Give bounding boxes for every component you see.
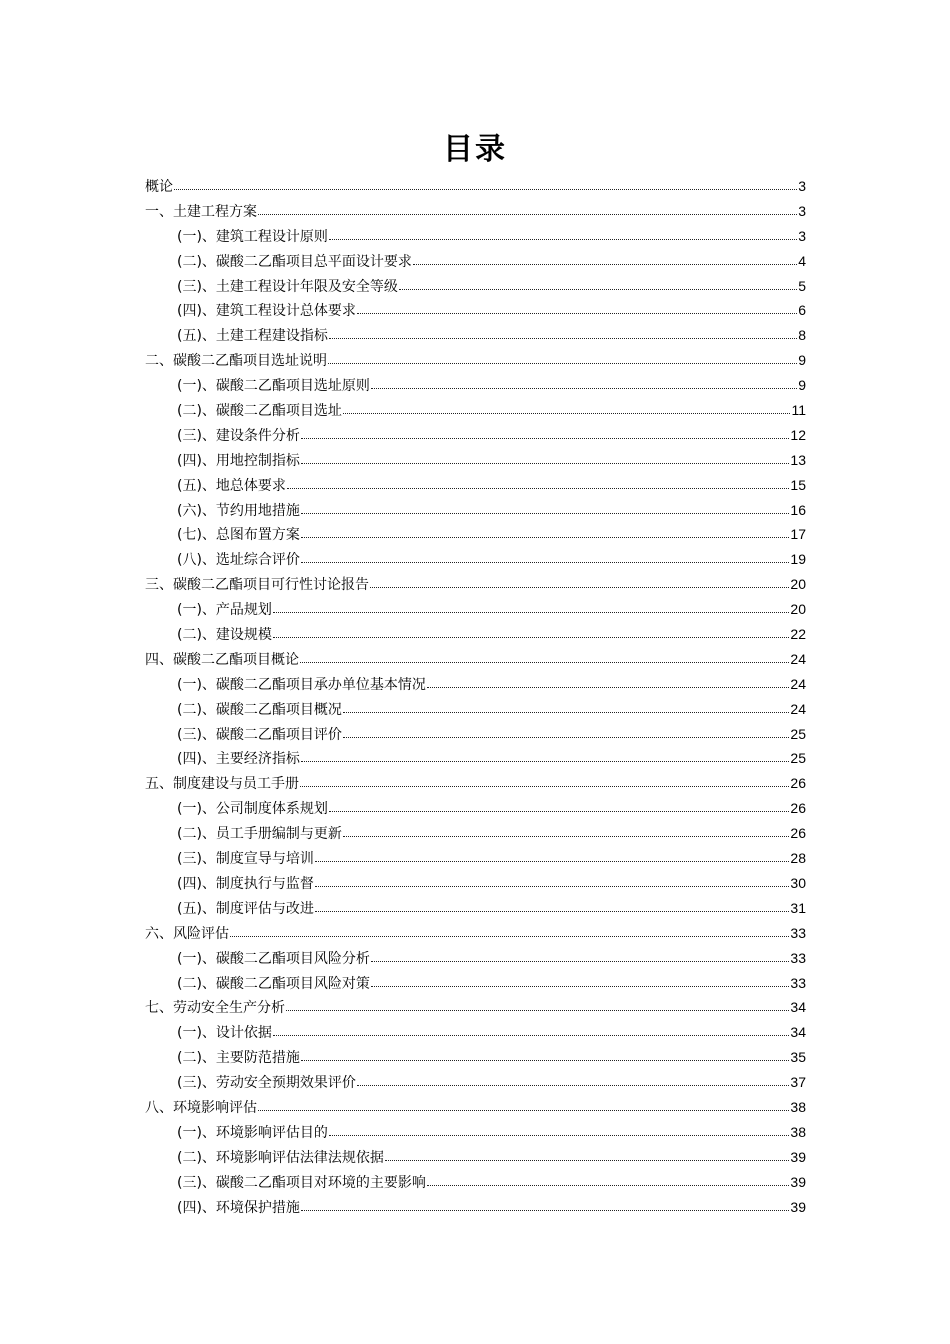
dot-leader <box>258 202 797 216</box>
dot-leader <box>329 326 797 340</box>
toc-page-number: 9 <box>798 352 806 369</box>
dot-leader <box>357 1073 789 1087</box>
toc-page-number: 39 <box>790 1148 806 1165</box>
toc-page-number: 31 <box>790 899 806 916</box>
toc-entry-label: (一)、公司制度体系规划 <box>177 801 328 818</box>
toc-section-entry[interactable] <box>145 448 806 473</box>
toc-page-number: 5 <box>798 277 806 294</box>
toc-section-entry[interactable] <box>145 821 806 846</box>
toc-entry-label: (一)、碳酸二乙酯项目承办单位基本情况 <box>177 676 426 693</box>
toc-section-entry[interactable] <box>145 249 806 274</box>
toc-section-entry[interactable] <box>145 373 806 398</box>
toc-section-entry[interactable] <box>145 946 806 971</box>
toc-section-entry[interactable] <box>145 473 806 498</box>
toc-page-number: 35 <box>790 1049 806 1066</box>
toc-chapter-entry[interactable] <box>145 1095 806 1120</box>
dot-leader <box>329 799 789 813</box>
toc-title: 目录 <box>443 132 507 167</box>
dot-leader <box>287 476 789 490</box>
toc-entry-label: (四)、环境保护措施 <box>177 1199 300 1216</box>
toc-chapter-entry[interactable] <box>145 921 806 946</box>
dot-leader <box>301 1198 789 1212</box>
toc-section-entry[interactable] <box>145 398 806 423</box>
toc-section-entry[interactable] <box>145 498 806 523</box>
toc-entry-label: (二)、建设规模 <box>177 627 272 644</box>
toc-entry-label: (三)、碳酸二乙酯项目评价 <box>177 726 342 743</box>
dot-leader <box>300 650 789 664</box>
toc-entry-label: (三)、建设条件分析 <box>177 427 300 444</box>
toc-section-entry[interactable] <box>145 697 806 722</box>
toc-entry-label: 三、碳酸二乙酯项目可行性讨论报告 <box>145 577 369 594</box>
dot-leader <box>371 376 797 390</box>
toc-entry-label: (一)、建筑工程设计原则 <box>177 228 328 245</box>
dot-leader <box>371 949 789 963</box>
toc-page-number: 17 <box>790 526 806 543</box>
toc-entry-label: 五、制度建设与员工手册 <box>145 776 299 793</box>
dot-leader <box>301 501 789 515</box>
toc-page-number: 37 <box>790 1074 806 1091</box>
toc-entry-label: (四)、建筑工程设计总体要求 <box>177 303 356 320</box>
toc-entry-label: (四)、用地控制指标 <box>177 452 300 469</box>
dot-leader <box>301 525 789 539</box>
dot-leader <box>427 675 789 689</box>
toc-entry-label: (二)、碳酸二乙酯项目风险对策 <box>177 975 370 992</box>
dot-leader <box>343 824 789 838</box>
toc-section-entry[interactable] <box>145 1170 806 1195</box>
dot-leader <box>301 1048 789 1062</box>
dot-leader <box>371 974 789 988</box>
toc-page-number: 15 <box>790 476 806 493</box>
toc-page-number: 24 <box>790 650 806 667</box>
toc-entry-label: (三)、碳酸二乙酯项目对环境的主要影响 <box>177 1174 426 1191</box>
toc-entry-label: (一)、产品规划 <box>177 602 272 619</box>
toc-page-number: 25 <box>790 750 806 767</box>
toc-page-number: 20 <box>790 576 806 593</box>
dot-leader <box>315 849 789 863</box>
toc-entry-label: (二)、环境影响评估法律法规依据 <box>177 1149 384 1166</box>
dot-leader <box>300 774 789 788</box>
toc-section-entry[interactable] <box>145 1120 806 1145</box>
dot-leader <box>258 1098 789 1112</box>
toc-page-number: 25 <box>790 725 806 742</box>
toc-section-entry[interactable] <box>145 1045 806 1070</box>
toc-chapter-entry[interactable] <box>145 572 806 597</box>
toc-page-number: 34 <box>790 1024 806 1041</box>
toc-chapter-entry[interactable] <box>145 995 806 1020</box>
toc-entry-label: (五)、土建工程建设指标 <box>177 328 328 345</box>
toc-chapter-entry[interactable] <box>145 174 806 199</box>
toc-page-number: 4 <box>798 252 806 269</box>
toc-page-number: 38 <box>790 1123 806 1140</box>
toc-section-entry[interactable] <box>145 1145 806 1170</box>
toc-page-number: 24 <box>790 700 806 717</box>
dot-leader <box>273 1023 789 1037</box>
dot-leader <box>230 924 789 938</box>
dot-leader <box>273 600 789 614</box>
toc-page-number: 3 <box>798 227 806 244</box>
toc-page-number: 39 <box>790 1173 806 1190</box>
toc-chapter-entry[interactable] <box>145 348 806 373</box>
dot-leader <box>315 874 789 888</box>
toc-entry-label: (五)、制度评估与改进 <box>177 900 314 917</box>
dot-leader <box>315 899 789 913</box>
toc-entry-label: (四)、主要经济指标 <box>177 751 300 768</box>
toc-page-number: 6 <box>798 302 806 319</box>
toc-entry-label: 二、碳酸二乙酯项目选址说明 <box>145 353 327 370</box>
toc-page-number: 34 <box>790 999 806 1016</box>
toc-entry-label: (一)、环境影响评估目的 <box>177 1124 328 1141</box>
toc-section-entry[interactable] <box>145 746 806 771</box>
toc-entry-label: (二)、碳酸二乙酯项目选址 <box>177 403 342 420</box>
toc-page-number: 26 <box>790 775 806 792</box>
dot-leader <box>343 700 789 714</box>
toc-section-entry[interactable] <box>145 896 806 921</box>
toc-entry-label: 概论 <box>145 179 173 195</box>
dot-leader <box>329 227 797 241</box>
toc-page-number: 19 <box>790 551 806 568</box>
toc-section-entry[interactable] <box>145 423 806 448</box>
toc-page-number: 24 <box>790 675 806 692</box>
toc-entry-label: (二)、主要防范措施 <box>177 1050 300 1067</box>
toc-page-number: 33 <box>790 974 806 991</box>
toc-entry-label: 八、环境影响评估 <box>145 1099 257 1116</box>
toc-entry-label: (二)、碳酸二乙酯项目总平面设计要求 <box>177 253 412 270</box>
toc-entry-label: (七)、总图布置方案 <box>177 527 300 544</box>
toc-entry-label: 一、土建工程方案 <box>145 203 257 220</box>
dot-leader <box>329 1123 789 1137</box>
toc-page-number: 26 <box>790 800 806 817</box>
toc-chapter-entry[interactable] <box>145 647 806 672</box>
toc-section-entry[interactable] <box>145 597 806 622</box>
toc-section-entry[interactable] <box>145 1070 806 1095</box>
toc-page-number: 33 <box>790 949 806 966</box>
toc-section-entry[interactable] <box>145 323 806 348</box>
toc-page-number: 3 <box>798 202 806 219</box>
dot-leader <box>273 625 789 639</box>
toc-page-number: 39 <box>790 1198 806 1215</box>
dot-leader <box>301 426 789 440</box>
toc-entry-label: (一)、设计依据 <box>177 1025 272 1042</box>
toc-section-entry[interactable] <box>145 1020 806 1045</box>
toc-entry-label: (八)、选址综合评价 <box>177 552 300 569</box>
toc-entry-label: (一)、碳酸二乙酯项目风险分析 <box>177 950 370 967</box>
toc-page-number: 16 <box>790 501 806 518</box>
toc-page-number: 12 <box>790 426 806 443</box>
dot-leader <box>343 725 789 739</box>
dot-leader <box>301 749 789 763</box>
toc-section-entry[interactable] <box>145 846 806 871</box>
toc-chapter-entry[interactable] <box>145 771 806 796</box>
toc-entry-label: (三)、土建工程设计年限及安全等级 <box>177 278 398 295</box>
toc-entry-label: 六、风险评估 <box>145 925 229 942</box>
dot-leader <box>413 252 797 266</box>
toc-section-entry[interactable] <box>145 274 806 299</box>
toc-entry-label: (一)、碳酸二乙酯项目选址原则 <box>177 378 370 395</box>
dot-leader <box>301 550 789 564</box>
toc-entry-label: (五)、地总体要求 <box>177 477 286 494</box>
toc-page-number: 33 <box>790 924 806 941</box>
toc-page-number: 28 <box>790 850 806 867</box>
toc-section-entry[interactable] <box>145 722 806 747</box>
toc-list <box>145 174 806 1219</box>
toc-entry-label: 四、碳酸二乙酯项目概论 <box>145 651 299 668</box>
toc-entry-label: (四)、制度执行与监督 <box>177 875 314 892</box>
toc-entry-label: (二)、员工手册编制与更新 <box>177 826 342 843</box>
toc-page-number: 20 <box>790 601 806 618</box>
toc-section-entry[interactable] <box>145 298 806 323</box>
dot-leader <box>427 1173 789 1187</box>
toc-page-number: 3 <box>798 178 806 194</box>
toc-page-number: 30 <box>790 874 806 891</box>
toc-entry-label: (三)、劳动安全预期效果评价 <box>177 1075 356 1092</box>
toc-page-number: 26 <box>790 825 806 842</box>
toc-section-entry[interactable] <box>145 1195 806 1220</box>
dot-leader <box>357 301 797 315</box>
toc-page-number: 13 <box>790 451 806 468</box>
dot-leader <box>370 575 789 589</box>
toc-section-entry[interactable] <box>145 971 806 996</box>
toc-entry-label: 七、劳动安全生产分析 <box>145 1000 285 1017</box>
toc-section-entry[interactable] <box>145 522 806 547</box>
dot-leader <box>301 451 789 465</box>
toc-entry-label: (六)、节约用地措施 <box>177 502 300 519</box>
toc-section-entry[interactable] <box>145 224 806 249</box>
dot-leader <box>385 1148 789 1162</box>
toc-page-number: 9 <box>798 377 806 394</box>
toc-section-entry[interactable] <box>145 672 806 697</box>
toc-page-number: 22 <box>790 626 806 643</box>
toc-page-number: 11 <box>791 402 806 419</box>
toc-section-entry[interactable] <box>145 796 806 821</box>
dot-leader <box>343 401 791 415</box>
toc-chapter-entry[interactable] <box>145 199 806 224</box>
toc-section-entry[interactable] <box>145 871 806 896</box>
toc-page-number: 38 <box>790 1098 806 1115</box>
toc-entry-label: (二)、碳酸二乙酯项目概况 <box>177 701 342 718</box>
toc-section-entry[interactable] <box>145 622 806 647</box>
toc-entry-label: (三)、制度宣导与培训 <box>177 851 314 868</box>
dot-leader <box>286 998 789 1012</box>
dot-leader <box>399 277 797 291</box>
dot-leader <box>174 177 797 191</box>
toc-page-number: 8 <box>798 327 806 344</box>
toc-section-entry[interactable] <box>145 547 806 572</box>
dot-leader <box>328 351 797 365</box>
